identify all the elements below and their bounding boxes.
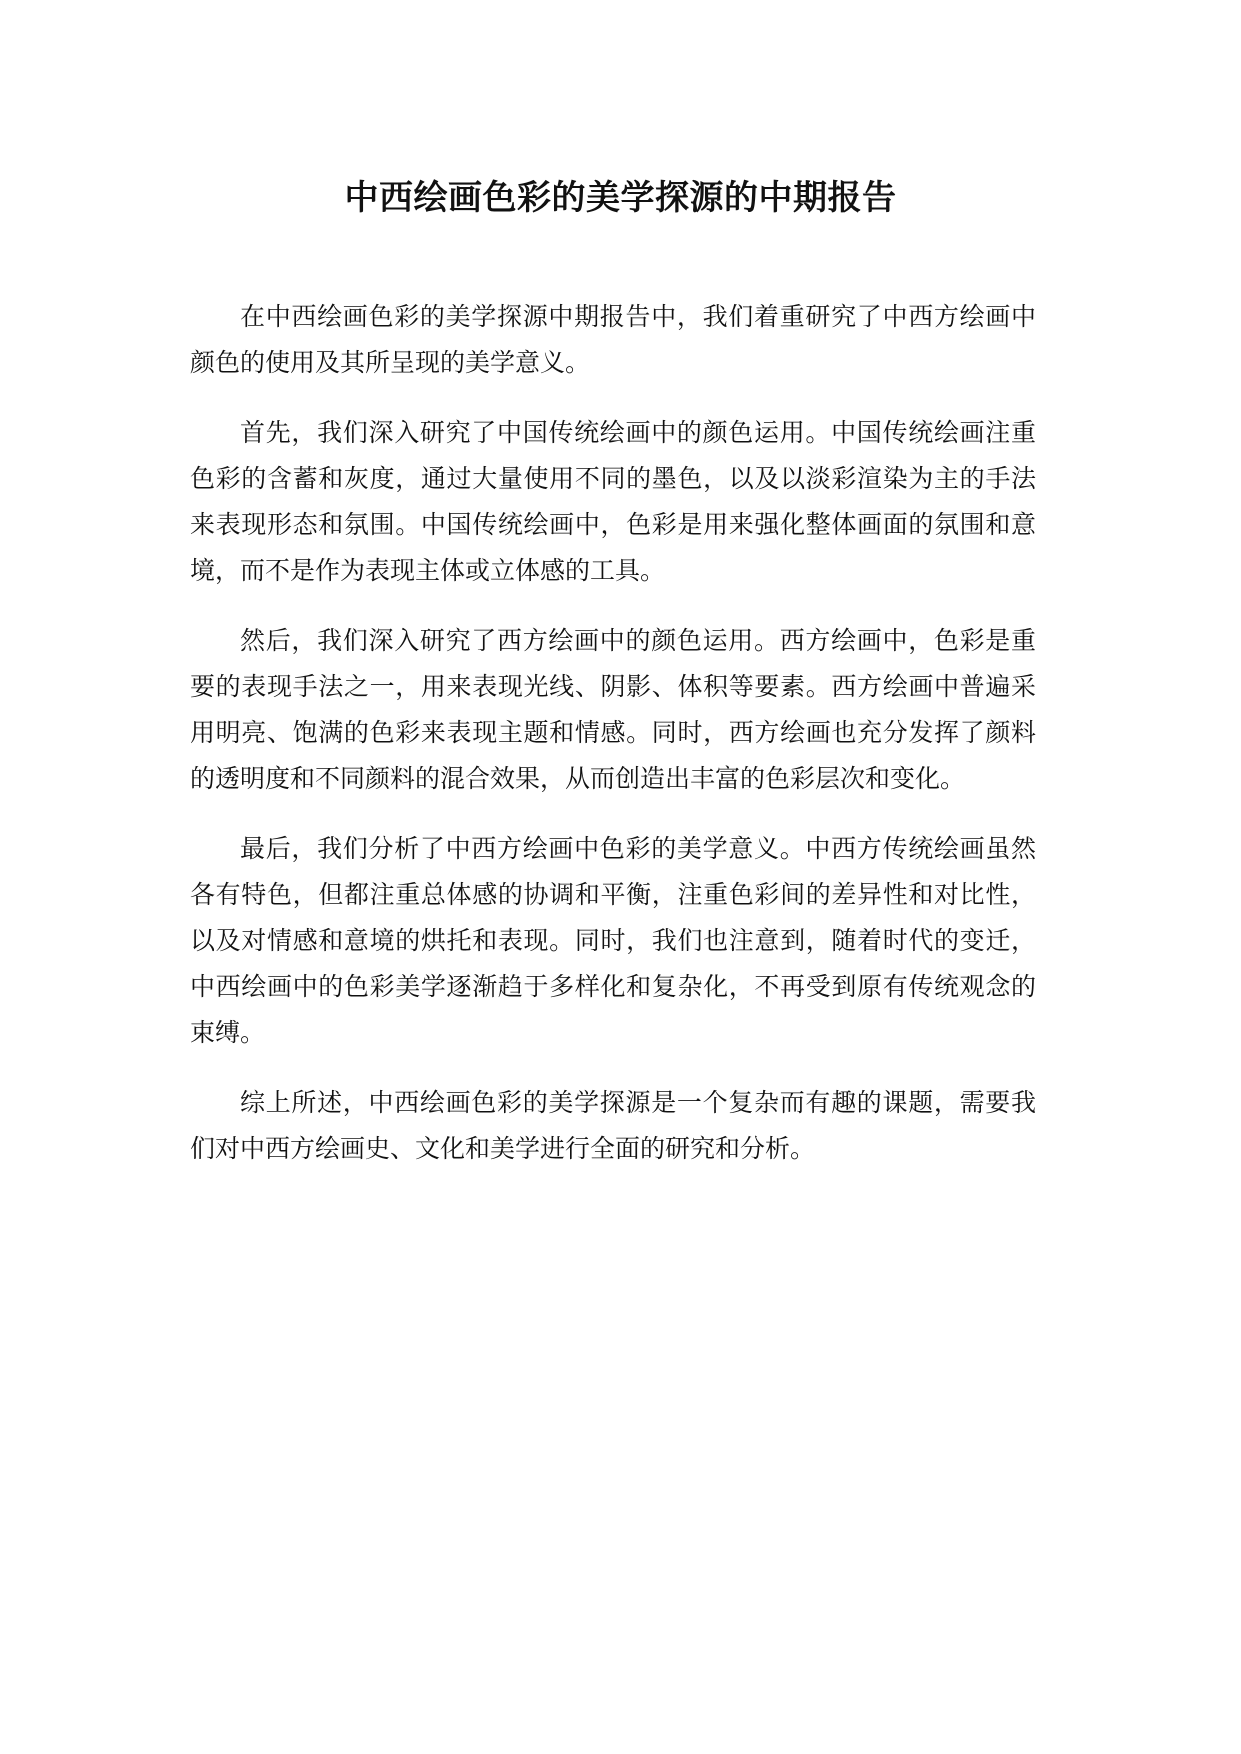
document-title: 中西绘画色彩的美学探源的中期报告 — [344, 178, 897, 218]
paragraph-intro: 在中西绘画色彩的美学探源中期报告中，我们着重研究了中西方绘画中颜色的使用及其所呈现的美学意义。 — [190, 302, 1036, 377]
paragraph-western-painting: 然后，我们深入研究了西方绘画中的颜色运用。西方绘画中，色彩是重要的表现手法之一，用来表现光线、阴影、体积等要素。西方绘画中普遍采用明亮、饱满的色彩来表现主题和情感。同时，西方绘画也充分发挥了颜料的透明度和不同颜料的混合效果，从而创造出丰富的色彩层次和变化。 — [190, 626, 1036, 793]
paragraph-aesthetic-meaning: 最后，我们分析了中西方绘画中色彩的美学意义。中西方传统绘画虽然各有特色，但都注重总体感的协调和平衡，注重色彩间的差异性和对比性，以及对情感和意境的烘托和表现。同时，我们也注意到，随着时代的变迁，中西绘画中的色彩美学逐渐趋于多样化和复杂化，不再受到原有传统观念的束缚。 — [190, 834, 1036, 1047]
document-body — [190, 294, 1036, 1196]
paragraph-chinese-painting: 首先，我们深入研究了中国传统绘画中的颜色运用。中国传统绘画注重色彩的含蓄和灰度，通过大量使用不同的墨色，以及以淡彩渲染为主的手法来表现形态和氛围。中国传统绘画中，色彩是用来强化整体画面的氛围和意境，而不是作为表现主体或立体感的工具。 — [190, 418, 1036, 585]
paragraph-conclusion: 综上所述，中西绘画色彩的美学探源是一个复杂而有趣的课题，需要我们对中西方绘画史、文化和美学进行全面的研究和分析。 — [190, 1088, 1036, 1163]
